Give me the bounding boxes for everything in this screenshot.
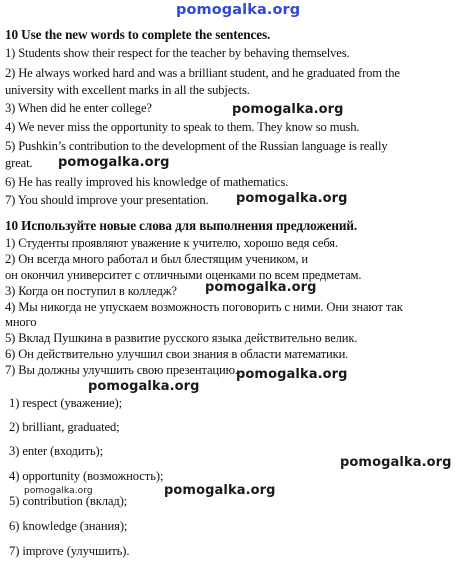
sentence-line-en: great.	[5, 156, 33, 170]
answer-item: 1) respect (уважение);	[9, 396, 122, 410]
sentence-line-en: 7) You should improve your presentation.	[5, 193, 209, 207]
sentence-line-ru: 2) Он всегда много работал и был блестящим учеником, и	[5, 252, 308, 266]
sentence-line-ru: много	[5, 315, 37, 329]
sentence-line-en: 2) He always worked hard and was a brilliant student, and he graduated from the	[5, 66, 400, 80]
exercise-title-ru: 10 Используйте новые слова для выполнения предложений.	[5, 218, 358, 233]
sentence-line-ru: 3) Когда он поступил в колледж?	[5, 284, 177, 298]
sentence-line-en: 5) Pushkin’s contribution to the development of the Russian language is really	[5, 139, 388, 153]
watermark: pomogalka.org	[164, 483, 276, 498]
sentence-line-ru: он окончил университет с отличными оценками по всем предметам.	[5, 268, 362, 282]
watermark: pomogalka.org	[236, 367, 348, 382]
sentence-line-ru: 6) Он действительно улучшил свои знания в области математики.	[5, 347, 349, 361]
watermark-small: pomogalka.org	[24, 486, 93, 496]
sentence-line-ru: 7) Вы должны улучшить свою презентацию.	[5, 363, 238, 377]
sentence-line-ru: 1) Студенты проявляют уважение к учителю, хорошо ведя себя.	[5, 236, 338, 250]
answer-item: 6) knowledge (знания);	[9, 519, 128, 533]
watermark-top: pomogalka.org	[176, 2, 301, 18]
sentence-line-en: 3) When did he enter college?	[5, 101, 152, 115]
watermark: pomogalka.org	[58, 155, 170, 170]
watermark: pomogalka.org	[340, 455, 452, 470]
exercise-title-en: 10 Use the new words to complete the sentences.	[5, 27, 271, 42]
sentence-line-en: university with excellent marks in all the subjects.	[5, 83, 250, 97]
sentence-line-en: 6) He has really improved his knowledge of mathematics.	[5, 175, 289, 189]
sentence-line-ru: 4) Мы никогда не упускаем возможность поговорить с ними. Они знают так	[5, 300, 403, 314]
watermark: pomogalka.org	[232, 102, 344, 117]
watermark: pomogalka.org	[205, 280, 317, 295]
answer-item: 4) opportunity (возможность);	[9, 469, 164, 483]
answer-item: 5) contribution (вклад);	[9, 494, 128, 508]
answer-item: 7) improve (улучшить).	[9, 544, 130, 558]
watermark: pomogalka.org	[236, 191, 348, 206]
watermark: pomogalka.org	[88, 379, 200, 394]
sentence-line-ru: 5) Вклад Пушкина в развитие русского языка действительно велик.	[5, 331, 358, 345]
sentence-line-en: 4) We never miss the opportunity to speak to them. They know so mush.	[5, 120, 360, 134]
answer-item: 2) brilliant, graduated;	[9, 420, 120, 434]
answer-item: 3) enter (входить);	[9, 444, 104, 458]
sentence-line-en: 1) Students show their respect for the teacher by behaving themselves.	[5, 46, 350, 60]
